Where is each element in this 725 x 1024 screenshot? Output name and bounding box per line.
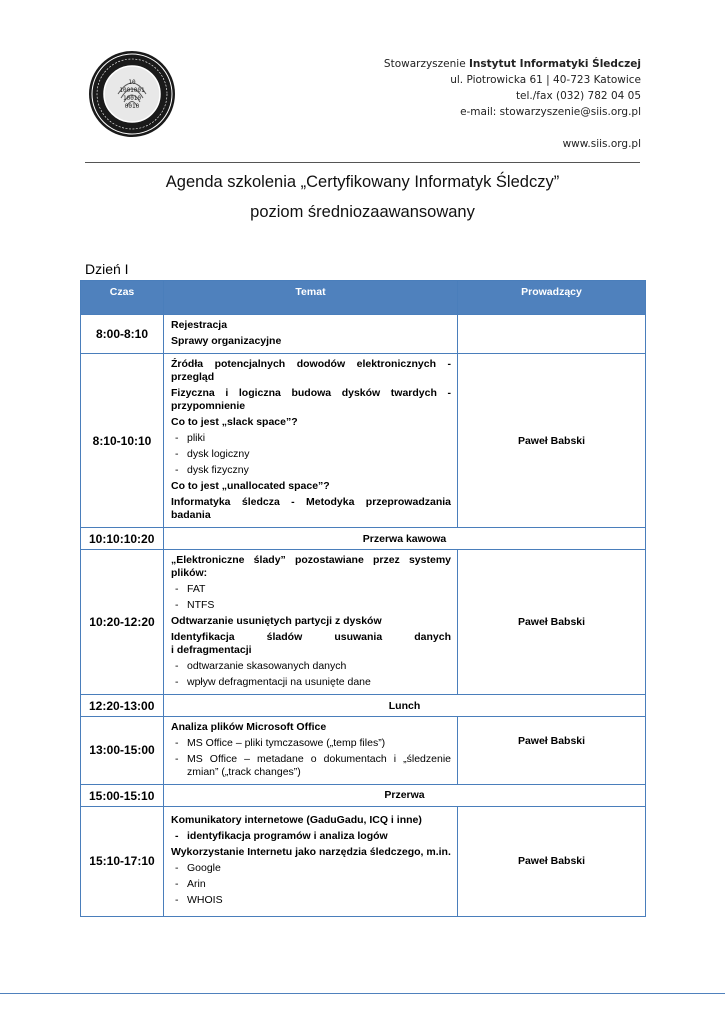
svg-text:0010: 0010: [124, 103, 140, 110]
row-time: 8:00-8:10: [81, 315, 164, 354]
row-time: 15:10-17:10: [81, 806, 164, 916]
header-divider: [85, 162, 640, 163]
break-time: 10:10:10:20: [81, 528, 164, 550]
row-topic: [164, 315, 458, 354]
row-lead: [458, 315, 646, 354]
header-topic: Temat: [164, 281, 458, 315]
row-lead: Paweł Babski: [458, 717, 646, 785]
break-label: Przerwa kawowa: [164, 528, 646, 550]
topic-item: Odtwarzanie usuniętych partycji z dysków: [171, 615, 382, 627]
org-email[interactable]: e-mail: stowarzyszenie@siis.org.pl: [460, 106, 641, 118]
topic-subitem: - pliki: [171, 432, 451, 445]
row-time: 10:20-12:20: [81, 550, 164, 695]
topic-subitem: - FAT: [171, 583, 451, 596]
agenda-table: [80, 280, 646, 917]
topic-subitem: - Arin: [171, 878, 451, 891]
row-lead: Paweł Babski: [458, 550, 646, 695]
topic-item: Analiza plików Microsoft Office: [171, 721, 327, 733]
table-row: [81, 315, 646, 354]
topic-item: i defragmentacji: [171, 644, 252, 656]
topic-item: Identyfikacja śladów usuwania danych: [171, 631, 451, 643]
topic-item: „Elektroniczne ślady” pozostawiane przez systemy plików:: [171, 554, 451, 579]
break-time: 15:00-15:10: [81, 784, 164, 806]
break-time: 12:20-13:00: [81, 695, 164, 717]
topic-item: Fizyczna i logiczna budowa dysków twardych - przypomnienie: [171, 387, 451, 412]
break-row: [81, 784, 646, 806]
org-address: ul. Piotrowicka 61 | 40-723 Katowice: [450, 74, 641, 86]
topic-item: Co to jest „slack space”?: [171, 416, 298, 428]
row-time: 8:10-10:10: [81, 354, 164, 528]
table-row: [81, 550, 646, 695]
footer-divider: [0, 993, 725, 994]
row-lead: Paweł Babski: [458, 354, 646, 528]
topic-subitem: - Google: [171, 862, 451, 875]
org-website[interactable]: www.siis.org.pl: [562, 138, 641, 150]
row-topic: [164, 354, 458, 528]
header-time: Czas: [81, 281, 164, 315]
header-lead: Prowadzący: [458, 281, 646, 315]
topic-item: Komunikatory internetowe (GaduGadu, ICQ i inne): [171, 814, 422, 826]
topic-item: Informatyka śledcza - Metodyka przeprowadzania badania: [171, 496, 451, 521]
break-row: [81, 528, 646, 550]
break-label: Lunch: [164, 695, 646, 717]
row-lead: Paweł Babski: [458, 806, 646, 916]
document-subtitle: poziom średniozaawansowany: [250, 203, 475, 221]
svg-text:1001001: 1001001: [119, 87, 145, 94]
topic-subitem: - identyfikacja programów i analiza logów: [171, 830, 451, 843]
row-topic: [164, 806, 458, 916]
topic-item: Wykorzystanie Internetu jako narzędzia śledczego, m.in.: [171, 846, 451, 858]
topic-subitem: - wpływ defragmentacji na usunięte dane: [171, 676, 451, 689]
topic-item: Rejestracja: [171, 319, 228, 331]
day-label: Dzień I: [85, 261, 129, 277]
table-row: [81, 354, 646, 528]
topic-subitem: - WHOIS: [171, 894, 451, 907]
topic-subitem: - MS Office – metadane o dokumentach i „śledzenie zmian” („track changes”): [171, 753, 451, 778]
topic-subitem: - odtwarzanie skasowanych danych: [171, 660, 451, 673]
row-topic: [164, 550, 458, 695]
break-row: [81, 695, 646, 717]
row-time: 13:00-15:00: [81, 717, 164, 785]
topic-subitem: - MS Office – pliki tymczasowe („temp files”): [171, 737, 451, 750]
org-phone: tel./fax (032) 782 04 05: [515, 90, 641, 102]
topic-item: Sprawy organizacyjne: [171, 335, 282, 347]
topic-subitem: - dysk fizyczny: [171, 464, 451, 477]
document-title: Agenda szkolenia „Certyfikowany Informatyk Śledczy”: [165, 173, 560, 191]
topic-item: Co to jest „unallocated space”?: [171, 480, 330, 492]
svg-text:10: 10: [128, 79, 136, 86]
break-label: Przerwa: [164, 784, 646, 806]
table-row: [81, 806, 646, 916]
row-topic: [164, 717, 458, 785]
table-row: [81, 717, 646, 785]
organization-info: [384, 56, 641, 152]
topic-item: Źródła potencjalnych dowodów elektronicznych - przegląd: [171, 358, 451, 383]
table-header-row: [81, 281, 646, 315]
org-name-line: Stowarzyszenie Instytut Informatyki Śledczej: [383, 58, 641, 70]
topic-subitem: - NTFS: [171, 599, 451, 612]
svg-text:10010: 10010: [122, 95, 142, 102]
topic-subitem: - dysk logiczny: [171, 448, 451, 461]
fingerprint-binary-seal-icon: [88, 50, 176, 138]
